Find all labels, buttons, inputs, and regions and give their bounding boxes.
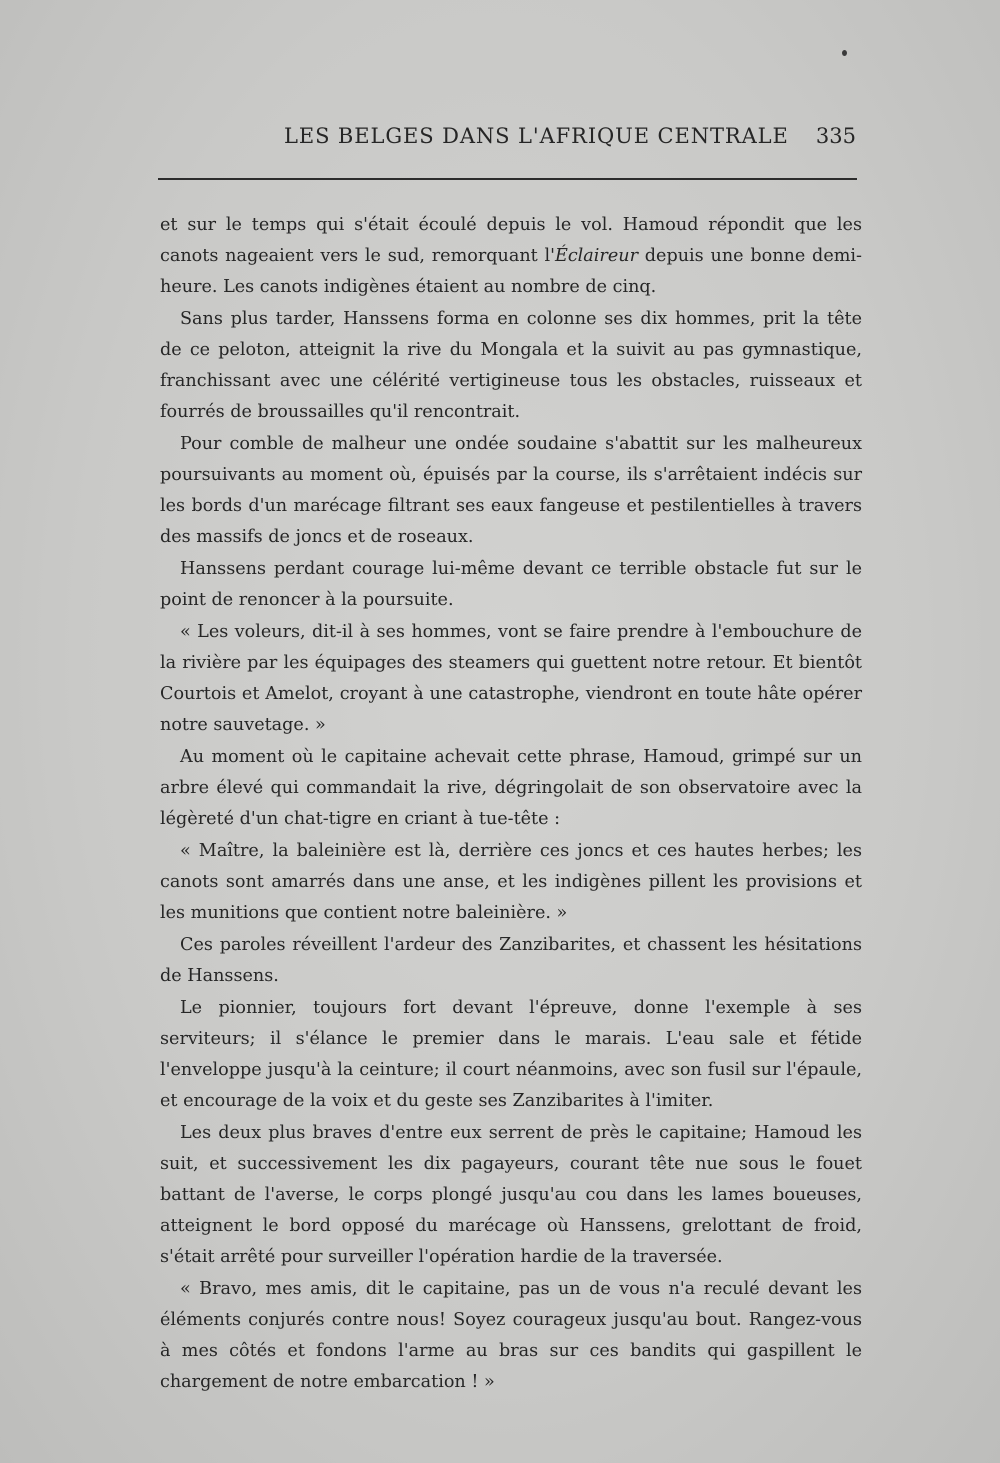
body-text [160, 210, 862, 1392]
paragraph-3: Pour comble de malheur une ondée soudaine s'abattit sur les malheureux poursuivants au moment où, épuisés par la course, ils s'arrêtaient indécis sur les bords d'un marécage filtrant ses eaux fangeuse et pestilentielles à travers des massifs de joncs et de roseaux. [160, 434, 862, 547]
paragraph-9: Le pionnier, toujours fort devant l'épreuve, donne l'exemple à ses serviteurs; il s'élance le premier dans le marais. L'eau sale et fétide l'enveloppe jusqu'à la ceinture; il court néanmoins, avec son fusil sur l'épaule, et encourage de la voix et du geste ses Zanzibarites à l'imiter. [160, 998, 862, 1111]
paragraph-6: Au moment où le capitaine achevait cette phrase, Hamoud, grimpé sur un arbre élevé qui commandait la rive, dégringolait de son observatoire avec la légèreté d'un chat-tigre en criant à tue-tête : [160, 747, 862, 829]
running-title: LES BELGES DANS L'AFRIQUE CENTRALE [284, 124, 789, 148]
paragraph-8: Ces paroles réveillent l'ardeur des Zanzibarites, et chassent les hésitations de Hanssens. [160, 935, 862, 986]
page-header [160, 124, 860, 158]
ink-speck [842, 50, 847, 56]
italic-ship-name: Éclaireur [554, 246, 638, 266]
header-rule [158, 178, 857, 180]
paragraph-2: Sans plus tarder, Hanssens forma en colonne ses dix hommes, prit la tête de ce peloton, atteignit la rive du Mongala et la suivit au pas gymnastique, franchissant avec une célérité vertigineuse tous les obstacles, ruisseaux et fourrés de broussailles qu'il rencontrait. [160, 309, 862, 422]
page-number: 335 [815, 124, 856, 148]
paragraph-11: « Bravo, mes amis, dit le capitaine, pas un de vous n'a reculé devant les éléments conjurés contre nous! Soyez courageux jusqu'au bout. Rangez-vous à mes côtés et fondons l'arme au bras sur ces bandits qui gaspillent le chargement de notre embarcation ! » [160, 1279, 862, 1392]
paragraph-10: Les deux plus braves d'entre eux serrent de près le capitaine; Hamoud les suit, et successivement les dix pagayeurs, courant tête nue sous le fouet battant de l'averse, le corps plongé jusqu'au cou dans les lames boueuses, atteignent le bord opposé du marécage où Hanssens, grelottant de froid, s'était arrêté pour surveiller l'opération hardie de la traversée. [160, 1123, 862, 1267]
paragraph-7: « Maître, la baleinière est là, derrière ces joncs et ces hautes herbes; les canots sont amarrés dans une anse, et les indigènes pillent les provisions et les munitions que contient notre baleinière. » [160, 841, 862, 923]
paragraph-5: « Les voleurs, dit-il à ses hommes, vont se faire prendre à l'embouchure de la rivière par les équipages des steamers qui guettent notre retour. Et bientôt Courtois et Amelot, croyant à une catastrophe, viendront en toute hâte opérer notre sauvetage. » [160, 622, 862, 735]
paragraph-1: et sur le temps qui s'était écoulé depuis le vol. Hamoud répondit que les canots nageaient vers le sud, remorquant l'Éclaireur depuis une bonne demi-heure. Les canots indigènes étaient au nombre de cinq. [160, 215, 862, 297]
paragraph-4: Hanssens perdant courage lui-même devant ce terrible obstacle fut sur le point de renoncer à la poursuite. [160, 559, 862, 610]
